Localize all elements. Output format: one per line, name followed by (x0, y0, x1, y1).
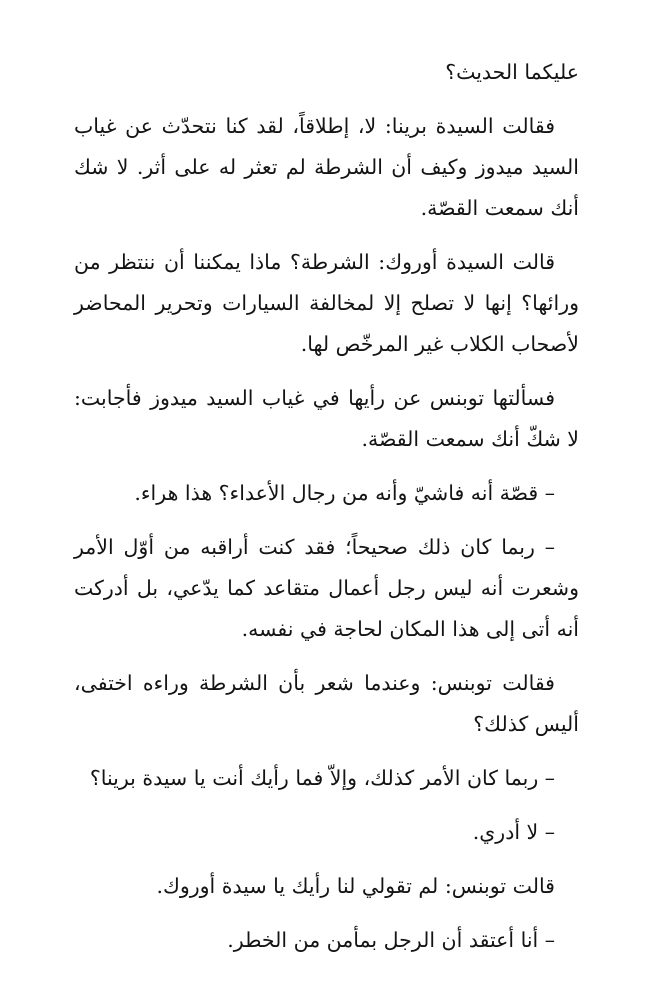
paragraph: عليكما الحديث؟ (445, 60, 579, 84)
paragraph: – ربما كان الأمر كذلك، وإلاّ فما رأيك أنت يا سيدة برينا؟ (89, 766, 555, 790)
paragraph: قالت السيدة أوروك: الشرطة؟ ماذا يمكننا أن ننتظر من ورائها؟ إنها لا تصلح إلا لمخالفة السيارات وتحرير المحاضر لأصحاب الكلاب غير المرخّص لها. (74, 250, 579, 356)
paragraph: – أنا أعتقد أن الرجل بمأمن من الخطر. (227, 928, 555, 952)
paragraph: قالت توبنس: لم تقولي لنا رأيك يا سيدة أوروك. (156, 874, 555, 898)
paragraph: – قصّة أنه فاشيّ وأنه من رجال الأعداء؟ هذا هراء. (134, 481, 555, 505)
paragraph: – لا أدري. (472, 820, 555, 844)
paragraph: فقالت السيدة برينا: لا، إطلاقاً، لقد كنا نتحدّث عن غياب السيد ميدوز وكيف أن الشرطة لم تعثر له على أثر. لا شك أنك سمعت القصّة. (74, 114, 579, 220)
paragraph: – ربما كان ذلك صحيحاً؛ فقد كنت أراقبه من أوّل الأمر وشعرت أنه ليس رجل أعمال متقاعد كما يدّعي، بل أدركت أنه أتى إلى هذا المكان لحاجة في نفسه. (74, 535, 579, 641)
paragraph: فقالت توبنس: وعندما شعر بأن الشرطة وراءه اختفى، أليس كذلك؟ (74, 671, 579, 736)
paragraph: فسألتها توبنس عن رأيها في غياب السيد ميدوز فأجابت: لا شكّ أنك سمعت القصّة. (74, 386, 579, 451)
